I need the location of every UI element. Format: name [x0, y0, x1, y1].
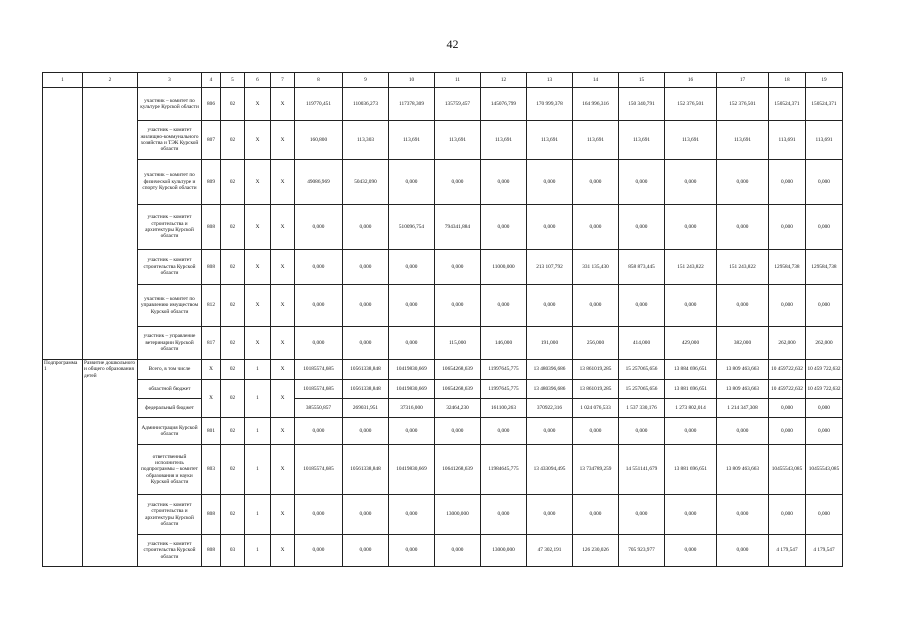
value-cell: 0,000 — [665, 418, 717, 445]
value-cell: 10 459 722,632 — [806, 360, 843, 380]
participant-cell: Администрация Курской области — [138, 418, 202, 445]
table-row — [43, 205, 843, 250]
table-cell: Х — [271, 418, 295, 445]
value-cell: 0,000 — [343, 495, 389, 535]
table-cell: 807 — [202, 121, 221, 160]
table-cell: 02 — [221, 250, 245, 285]
value-cell: 10419830,669 — [389, 445, 435, 495]
value-cell: 0,000 — [573, 418, 619, 445]
value-cell: 10 459722,632 — [769, 380, 806, 399]
header-cell: 14 — [573, 73, 619, 88]
table-cell: 801 — [202, 418, 221, 445]
value-cell: 0,000 — [295, 535, 343, 567]
table-cell: Х — [245, 250, 271, 285]
value-cell: 213 107,792 — [527, 250, 573, 285]
value-cell: 1 537 330,176 — [619, 399, 665, 418]
table-row — [43, 360, 843, 380]
value-cell: 4 179,547 — [769, 535, 806, 567]
value-cell: 119770,451 — [295, 88, 343, 121]
value-cell: 0,000 — [481, 495, 527, 535]
table-row — [43, 445, 843, 495]
value-cell: 0,000 — [769, 418, 806, 445]
table-cell: Х — [271, 360, 295, 380]
participant-cell: участник – комитет строительства Курской области — [138, 535, 202, 567]
value-cell: 0,000 — [665, 495, 717, 535]
value-cell: 10561338,848 — [343, 380, 389, 399]
value-cell: 10455543,085 — [806, 445, 843, 495]
value-cell: 13 861019,285 — [573, 380, 619, 399]
value-cell: 414,000 — [619, 327, 665, 360]
value-cell: 0,000 — [573, 160, 619, 205]
value-cell: 113,691 — [435, 121, 481, 160]
table-cell: 1 — [245, 418, 271, 445]
value-cell: 1 214 347,308 — [717, 399, 769, 418]
value-cell: 0,000 — [665, 285, 717, 327]
table-cell: 809 — [202, 160, 221, 205]
table-cell: 1 — [245, 535, 271, 567]
table-cell: 02 — [221, 121, 245, 160]
header-cell: 15 — [619, 73, 665, 88]
value-cell: 0,000 — [481, 205, 527, 250]
table-row — [43, 327, 843, 360]
value-cell: 11997645,775 — [481, 380, 527, 399]
total-label: Всего, в том числе — [138, 360, 202, 380]
participant-cell: участник – комитет строительства и архитектуры Курской области — [138, 495, 202, 535]
participant-cell: участник – комитет по культуре Курской области — [138, 88, 202, 121]
value-cell: 13 881 696,651 — [665, 380, 717, 399]
table-cell: Х — [271, 205, 295, 250]
value-cell: 0,000 — [435, 250, 481, 285]
value-cell: 13 480396,686 — [527, 360, 573, 380]
value-cell: 0,000 — [619, 285, 665, 327]
value-cell: 0,000 — [343, 327, 389, 360]
header-cell: 8 — [295, 73, 343, 88]
value-cell: 0,000 — [435, 535, 481, 567]
table-cell: Х — [202, 380, 221, 418]
value-cell: 0,000 — [389, 418, 435, 445]
table-row — [43, 250, 843, 285]
table-cell: Х — [271, 88, 295, 121]
value-cell: 10185574,685 — [295, 380, 343, 399]
subprogram-name: Развитие дошкольного и общего образования детей — [83, 360, 138, 567]
federal-label: федеральный бюджет — [138, 399, 202, 418]
value-cell: 13 809 463,663 — [717, 360, 769, 380]
value-cell: 150524,371 — [769, 88, 806, 121]
value-cell: 37316,000 — [389, 399, 435, 418]
value-cell: 0,000 — [343, 418, 389, 445]
value-cell: 113,691 — [665, 121, 717, 160]
value-cell: 13 480396,686 — [527, 380, 573, 399]
table-cell: 02 — [221, 360, 245, 380]
value-cell: 10185574,685 — [295, 360, 343, 380]
table-cell: 808 — [202, 535, 221, 567]
value-cell: 113,691 — [619, 121, 665, 160]
value-cell: 11997645,775 — [481, 360, 527, 380]
value-cell: 0,000 — [573, 285, 619, 327]
value-cell: 14 551141,679 — [619, 445, 665, 495]
table-cell: Х — [245, 285, 271, 327]
table-cell: 806 — [202, 88, 221, 121]
value-cell: 0,000 — [717, 285, 769, 327]
participant-cell: участник – комитет по управлению имуществом Курской области — [138, 285, 202, 327]
header-cell: 11 — [435, 73, 481, 88]
table-cell: Х — [271, 327, 295, 360]
value-cell: 50432,090 — [343, 160, 389, 205]
table-cell: Х — [271, 250, 295, 285]
value-cell: 15 257065,656 — [619, 380, 665, 399]
value-cell: 0,000 — [389, 495, 435, 535]
value-cell: 0,000 — [769, 495, 806, 535]
value-cell: 0,000 — [343, 250, 389, 285]
header-cell: 18 — [769, 73, 806, 88]
value-cell: 0,000 — [769, 285, 806, 327]
value-cell: 0,000 — [717, 535, 769, 567]
table-cell: 02 — [221, 160, 245, 205]
table-row — [43, 535, 843, 567]
header-cell: 7 — [271, 73, 295, 88]
table-cell: 1 — [245, 495, 271, 535]
value-cell: 0,000 — [769, 399, 806, 418]
value-cell: 382,000 — [717, 327, 769, 360]
value-cell: 10561338,848 — [343, 360, 389, 380]
table-cell: 808 — [202, 250, 221, 285]
value-cell: 0,000 — [717, 205, 769, 250]
table-row — [43, 380, 843, 399]
header-cell: 5 — [221, 73, 245, 88]
value-cell: 10641268,639 — [435, 445, 481, 495]
value-cell: 191,000 — [527, 327, 573, 360]
value-cell: 13000,000 — [481, 535, 527, 567]
table-cell: 817 — [202, 327, 221, 360]
value-cell: 0,000 — [717, 418, 769, 445]
table-cell: Х — [245, 160, 271, 205]
table-cell: 02 — [221, 327, 245, 360]
table-cell: 808 — [202, 205, 221, 250]
value-cell: 0,000 — [665, 535, 717, 567]
value-cell: 0,000 — [295, 205, 343, 250]
value-cell: 0,000 — [665, 160, 717, 205]
value-cell: 510096,754 — [389, 205, 435, 250]
table-cell: Х — [245, 205, 271, 250]
participant-cell: ответственный исполнитель подпрограммы – комитет образования и науки Курской области — [138, 445, 202, 495]
value-cell: 0,000 — [806, 285, 843, 327]
table-cell: Х — [271, 121, 295, 160]
value-cell: 331 135,430 — [573, 250, 619, 285]
header-cell: 3 — [138, 73, 202, 88]
participant-cell: участник – управление ветеринарии Курской области — [138, 327, 202, 360]
value-cell: 152 376,501 — [665, 88, 717, 121]
value-cell: 0,000 — [527, 285, 573, 327]
header-cell: 16 — [665, 73, 717, 88]
value-cell: 129584,738 — [806, 250, 843, 285]
table-cell: 808 — [202, 495, 221, 535]
value-cell: 13 881 696,651 — [665, 445, 717, 495]
value-cell: 0,000 — [717, 160, 769, 205]
value-cell: 385550,857 — [295, 399, 343, 418]
participant-cell: участник – комитет строительства Курской области — [138, 250, 202, 285]
value-cell: 13 861019,285 — [573, 360, 619, 380]
table-row — [43, 285, 843, 327]
value-cell: 4 179,547 — [806, 535, 843, 567]
value-cell: 145076,799 — [481, 88, 527, 121]
participant-cell: участник – комитет жилищно-коммунального хозяйства и ТЭК Курской области — [138, 121, 202, 160]
table-cell: Х — [245, 121, 271, 160]
empty-cell — [83, 88, 138, 360]
table-cell: Х — [245, 88, 271, 121]
value-cell: 0,000 — [527, 160, 573, 205]
table-cell: 02 — [221, 88, 245, 121]
header-cell: 6 — [245, 73, 271, 88]
table-row — [43, 399, 843, 418]
value-cell: 0,000 — [389, 160, 435, 205]
value-cell: 10419830,669 — [389, 360, 435, 380]
value-cell: 113,691 — [769, 121, 806, 160]
header-cell: 13 — [527, 73, 573, 88]
value-cell: 0,000 — [619, 160, 665, 205]
regional-label: областной бюджет — [138, 380, 202, 399]
empty-cell — [43, 88, 83, 360]
value-cell: 0,000 — [389, 535, 435, 567]
value-cell: 1 273 802,014 — [665, 399, 717, 418]
value-cell: 0,000 — [389, 285, 435, 327]
value-cell: 161100,263 — [481, 399, 527, 418]
value-cell: 10419830,669 — [389, 380, 435, 399]
value-cell: 0,000 — [619, 495, 665, 535]
table-cell: 1 — [245, 445, 271, 495]
value-cell: 0,000 — [389, 250, 435, 285]
value-cell: 0,000 — [435, 418, 481, 445]
value-cell: 11984645,775 — [481, 445, 527, 495]
page-number: 42 — [446, 37, 459, 51]
table-cell: Х — [271, 160, 295, 205]
value-cell: 429,000 — [665, 327, 717, 360]
header-cell: 4 — [202, 73, 221, 88]
value-cell: 0,000 — [481, 160, 527, 205]
value-cell: 0,000 — [295, 327, 343, 360]
value-cell: 1 024 076,533 — [573, 399, 619, 418]
header-cell: 10 — [389, 73, 435, 88]
value-cell: 0,000 — [527, 418, 573, 445]
participant-cell: участник – комитет по физической культуре и спорту Курской области — [138, 160, 202, 205]
header-cell: 12 — [481, 73, 527, 88]
value-cell: 152 376,501 — [717, 88, 769, 121]
value-cell: 858 873,445 — [619, 250, 665, 285]
value-cell: 0,000 — [806, 160, 843, 205]
value-cell: 0,000 — [343, 535, 389, 567]
value-cell: 126 230,026 — [573, 535, 619, 567]
table-cell: 02 — [221, 445, 245, 495]
value-cell: 705 923,977 — [619, 535, 665, 567]
value-cell: 370922,316 — [527, 399, 573, 418]
header-cell: 19 — [806, 73, 843, 88]
value-cell: 256,000 — [573, 327, 619, 360]
table-cell: 02 — [221, 495, 245, 535]
table-cell: 02 — [221, 205, 245, 250]
value-cell: 0,000 — [295, 495, 343, 535]
value-cell: 0,000 — [806, 399, 843, 418]
value-cell: 13000,000 — [435, 495, 481, 535]
value-cell: 0,000 — [295, 285, 343, 327]
value-cell: 0,000 — [806, 418, 843, 445]
table-cell: 02 — [221, 418, 245, 445]
value-cell: 13 734789,259 — [573, 445, 619, 495]
table-row — [43, 160, 843, 205]
value-cell: 13 809 463,663 — [717, 380, 769, 399]
value-cell: 0,000 — [295, 418, 343, 445]
value-cell: 135759,457 — [435, 88, 481, 121]
value-cell: 47 302,191 — [527, 535, 573, 567]
header-cell: 2 — [83, 73, 138, 88]
table-cell: 803 — [202, 445, 221, 495]
value-cell: 146,000 — [481, 327, 527, 360]
value-cell: 113,691 — [806, 121, 843, 160]
value-cell: 151 243,822 — [665, 250, 717, 285]
value-cell: 0,000 — [665, 205, 717, 250]
table-cell: 03 — [221, 535, 245, 567]
table-row — [43, 495, 843, 535]
participant-cell: участник – комитет строительства и архитектуры Курской области — [138, 205, 202, 250]
value-cell: 15 257065,656 — [619, 360, 665, 380]
table-cell: Х — [271, 445, 295, 495]
value-cell: 11000,000 — [481, 250, 527, 285]
table-cell: Х — [271, 495, 295, 535]
value-cell: 0,000 — [573, 495, 619, 535]
value-cell: 0,000 — [619, 205, 665, 250]
value-cell: 0,000 — [295, 250, 343, 285]
value-cell: 113,691 — [717, 121, 769, 160]
value-cell: 113,691 — [481, 121, 527, 160]
value-cell: 129584,738 — [769, 250, 806, 285]
table-cell: Х — [271, 535, 295, 567]
value-cell: 117378,309 — [389, 88, 435, 121]
table-cell: Х — [245, 327, 271, 360]
value-cell: 150 340,791 — [619, 88, 665, 121]
table-row — [43, 121, 843, 160]
value-cell: 10455543,085 — [769, 445, 806, 495]
value-cell: 160,800 — [295, 121, 343, 160]
value-cell: 113,691 — [527, 121, 573, 160]
value-cell: 10654268,639 — [435, 380, 481, 399]
value-cell: 151 243,822 — [717, 250, 769, 285]
subprogram-label: Подпрограмма 1 — [43, 360, 83, 567]
value-cell: 10 459 722,632 — [806, 380, 843, 399]
value-cell: 0,000 — [481, 285, 527, 327]
table-cell: 812 — [202, 285, 221, 327]
value-cell: 0,000 — [769, 160, 806, 205]
header-cell: 17 — [717, 73, 769, 88]
value-cell: 32464,230 — [435, 399, 481, 418]
value-cell: 0,000 — [527, 495, 573, 535]
value-cell: 794341,884 — [435, 205, 481, 250]
value-cell: 150524,371 — [806, 88, 843, 121]
value-cell: 10561338,848 — [343, 445, 389, 495]
table-cell: 02 — [221, 380, 245, 418]
value-cell: 49086,969 — [295, 160, 343, 205]
table-cell: 02 — [221, 285, 245, 327]
value-cell: 10654268,639 — [435, 360, 481, 380]
value-cell: 0,000 — [481, 418, 527, 445]
value-cell: 0,000 — [769, 205, 806, 250]
value-cell: 13 433094,495 — [527, 445, 573, 495]
header-cell: 9 — [343, 73, 389, 88]
value-cell: 269031,951 — [343, 399, 389, 418]
value-cell: 0,000 — [343, 205, 389, 250]
value-cell: 0,000 — [389, 327, 435, 360]
value-cell: 0,000 — [806, 495, 843, 535]
budget-table — [42, 72, 843, 567]
table-cell: Х — [202, 360, 221, 380]
value-cell: 0,000 — [435, 160, 481, 205]
value-cell: 0,000 — [527, 205, 573, 250]
value-cell: 13 809 463,663 — [717, 445, 769, 495]
table-row — [43, 418, 843, 445]
value-cell: 10185574,685 — [295, 445, 343, 495]
value-cell: 113,691 — [389, 121, 435, 160]
table-cell: 1 — [245, 360, 271, 380]
value-cell: 0,000 — [717, 495, 769, 535]
value-cell: 13 884 696,651 — [665, 360, 717, 380]
value-cell: 170 999,378 — [527, 88, 573, 121]
table-cell: Х — [271, 380, 295, 418]
value-cell: 115,000 — [435, 327, 481, 360]
value-cell: 110036,273 — [343, 88, 389, 121]
header-cell: 1 — [43, 73, 83, 88]
value-cell: 0,000 — [806, 205, 843, 250]
value-cell: 0,000 — [435, 285, 481, 327]
table-cell: 1 — [245, 380, 271, 418]
value-cell: 0,000 — [343, 285, 389, 327]
value-cell: 262,000 — [806, 327, 843, 360]
value-cell: 164 996,316 — [573, 88, 619, 121]
value-cell: 113,303 — [343, 121, 389, 160]
value-cell: 0,000 — [619, 418, 665, 445]
table-cell: Х — [271, 285, 295, 327]
value-cell: 262,000 — [769, 327, 806, 360]
value-cell: 113,691 — [573, 121, 619, 160]
value-cell: 0,000 — [573, 205, 619, 250]
table-row — [43, 88, 843, 121]
value-cell: 10 459722,632 — [769, 360, 806, 380]
table-row — [43, 73, 843, 88]
